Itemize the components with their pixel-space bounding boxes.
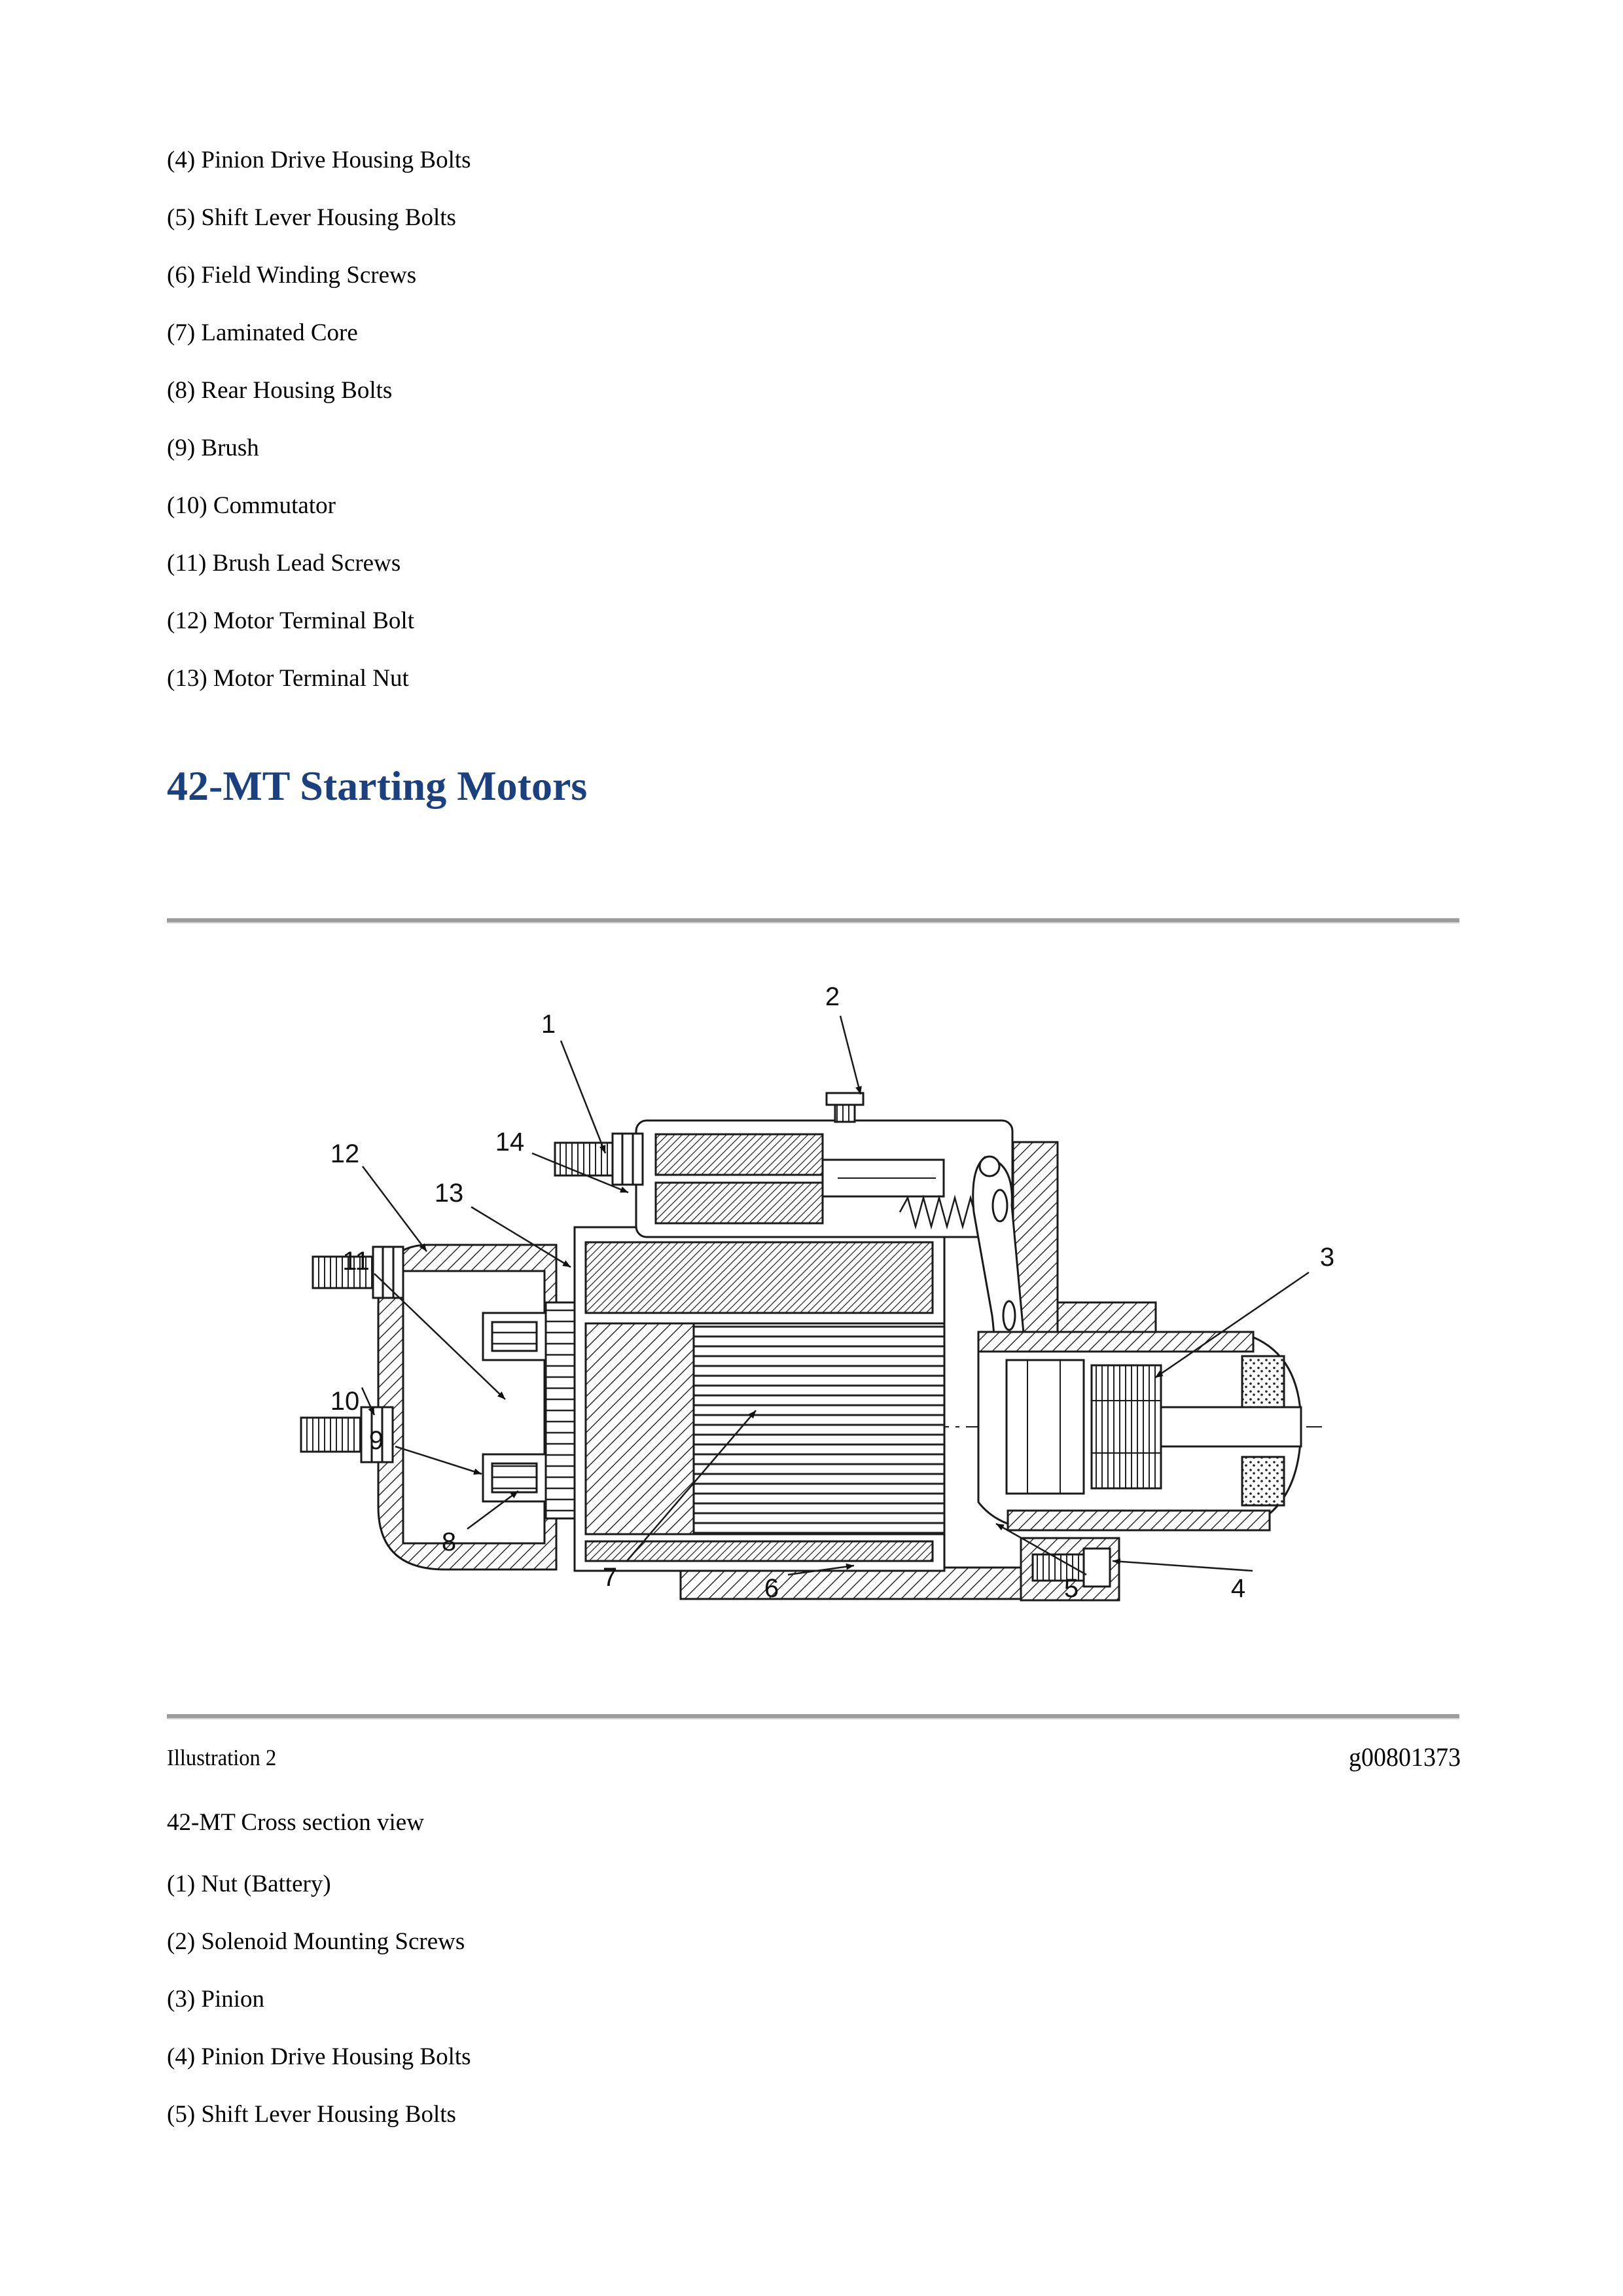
list-item: (8) Rear Housing Bolts [167, 377, 393, 404]
intermediate-bracket [1013, 1142, 1156, 1338]
illustration-caption: Illustration 2 [167, 1745, 277, 1770]
list-item: (2) Solenoid Mounting Screws [167, 1928, 465, 1955]
callout-4: 4 [1230, 1574, 1246, 1603]
divider-bottom [167, 1714, 1459, 1719]
list-item: (5) Shift Lever Housing Bolts [167, 2101, 456, 2128]
list-item: (11) Brush Lead Screws [167, 550, 401, 577]
pinion-gear [1092, 1365, 1161, 1488]
callout-2: 2 [825, 982, 840, 1011]
callout-3: 3 [1319, 1243, 1335, 1272]
list-item: (1) Nut (Battery) [167, 1871, 331, 1897]
callout-10: 10 [330, 1387, 360, 1416]
starting-motor-drawing [275, 949, 1387, 1669]
callout-6: 6 [764, 1574, 779, 1603]
callout-5: 5 [1063, 1574, 1079, 1603]
bearing [1242, 1457, 1284, 1505]
callout-12: 12 [330, 1139, 360, 1168]
callout-8: 8 [441, 1528, 457, 1556]
callout-14: 14 [495, 1128, 525, 1157]
parts-list-top [167, 148, 1149, 724]
parts-list-bottom [167, 1872, 1149, 2160]
callout-11: 11 [342, 1247, 370, 1276]
illustration-id: g00801373 [1349, 1742, 1461, 1772]
callout-7: 7 [602, 1563, 618, 1592]
battery-terminal-nut [555, 1134, 643, 1185]
commutator [546, 1302, 575, 1518]
list-item: (12) Motor Terminal Bolt [167, 607, 414, 634]
cross-section-illustration [275, 949, 1387, 1669]
list-item: (9) Brush [167, 435, 259, 461]
list-item: (4) Pinion Drive Housing Bolts [167, 2043, 471, 2070]
list-item: (6) Field Winding Screws [167, 262, 417, 289]
solenoid [636, 1121, 1012, 1237]
drive-collar [1007, 1360, 1084, 1494]
list-item: (5) Shift Lever Housing Bolts [167, 204, 456, 231]
page-title: 42-MT Starting Motors [167, 762, 588, 809]
list-item: (10) Commutator [167, 492, 336, 519]
armature-and-field [575, 1227, 944, 1571]
illustration-subcaption: 42-MT Cross section view [167, 1809, 424, 1836]
bearing [1242, 1356, 1284, 1411]
list-item: (4) Pinion Drive Housing Bolts [167, 147, 471, 173]
callout-13: 13 [434, 1179, 464, 1208]
output-shaft [1161, 1407, 1301, 1446]
list-item: (7) Laminated Core [167, 319, 358, 346]
callout-9: 9 [368, 1426, 384, 1455]
solenoid-mounting-screw [827, 1093, 863, 1122]
divider-top [167, 918, 1459, 924]
rear-housing [378, 1245, 556, 1570]
list-item: (13) Motor Terminal Nut [167, 665, 409, 692]
callout-1: 1 [541, 1010, 556, 1039]
list-item: (3) Pinion [167, 1986, 265, 2013]
